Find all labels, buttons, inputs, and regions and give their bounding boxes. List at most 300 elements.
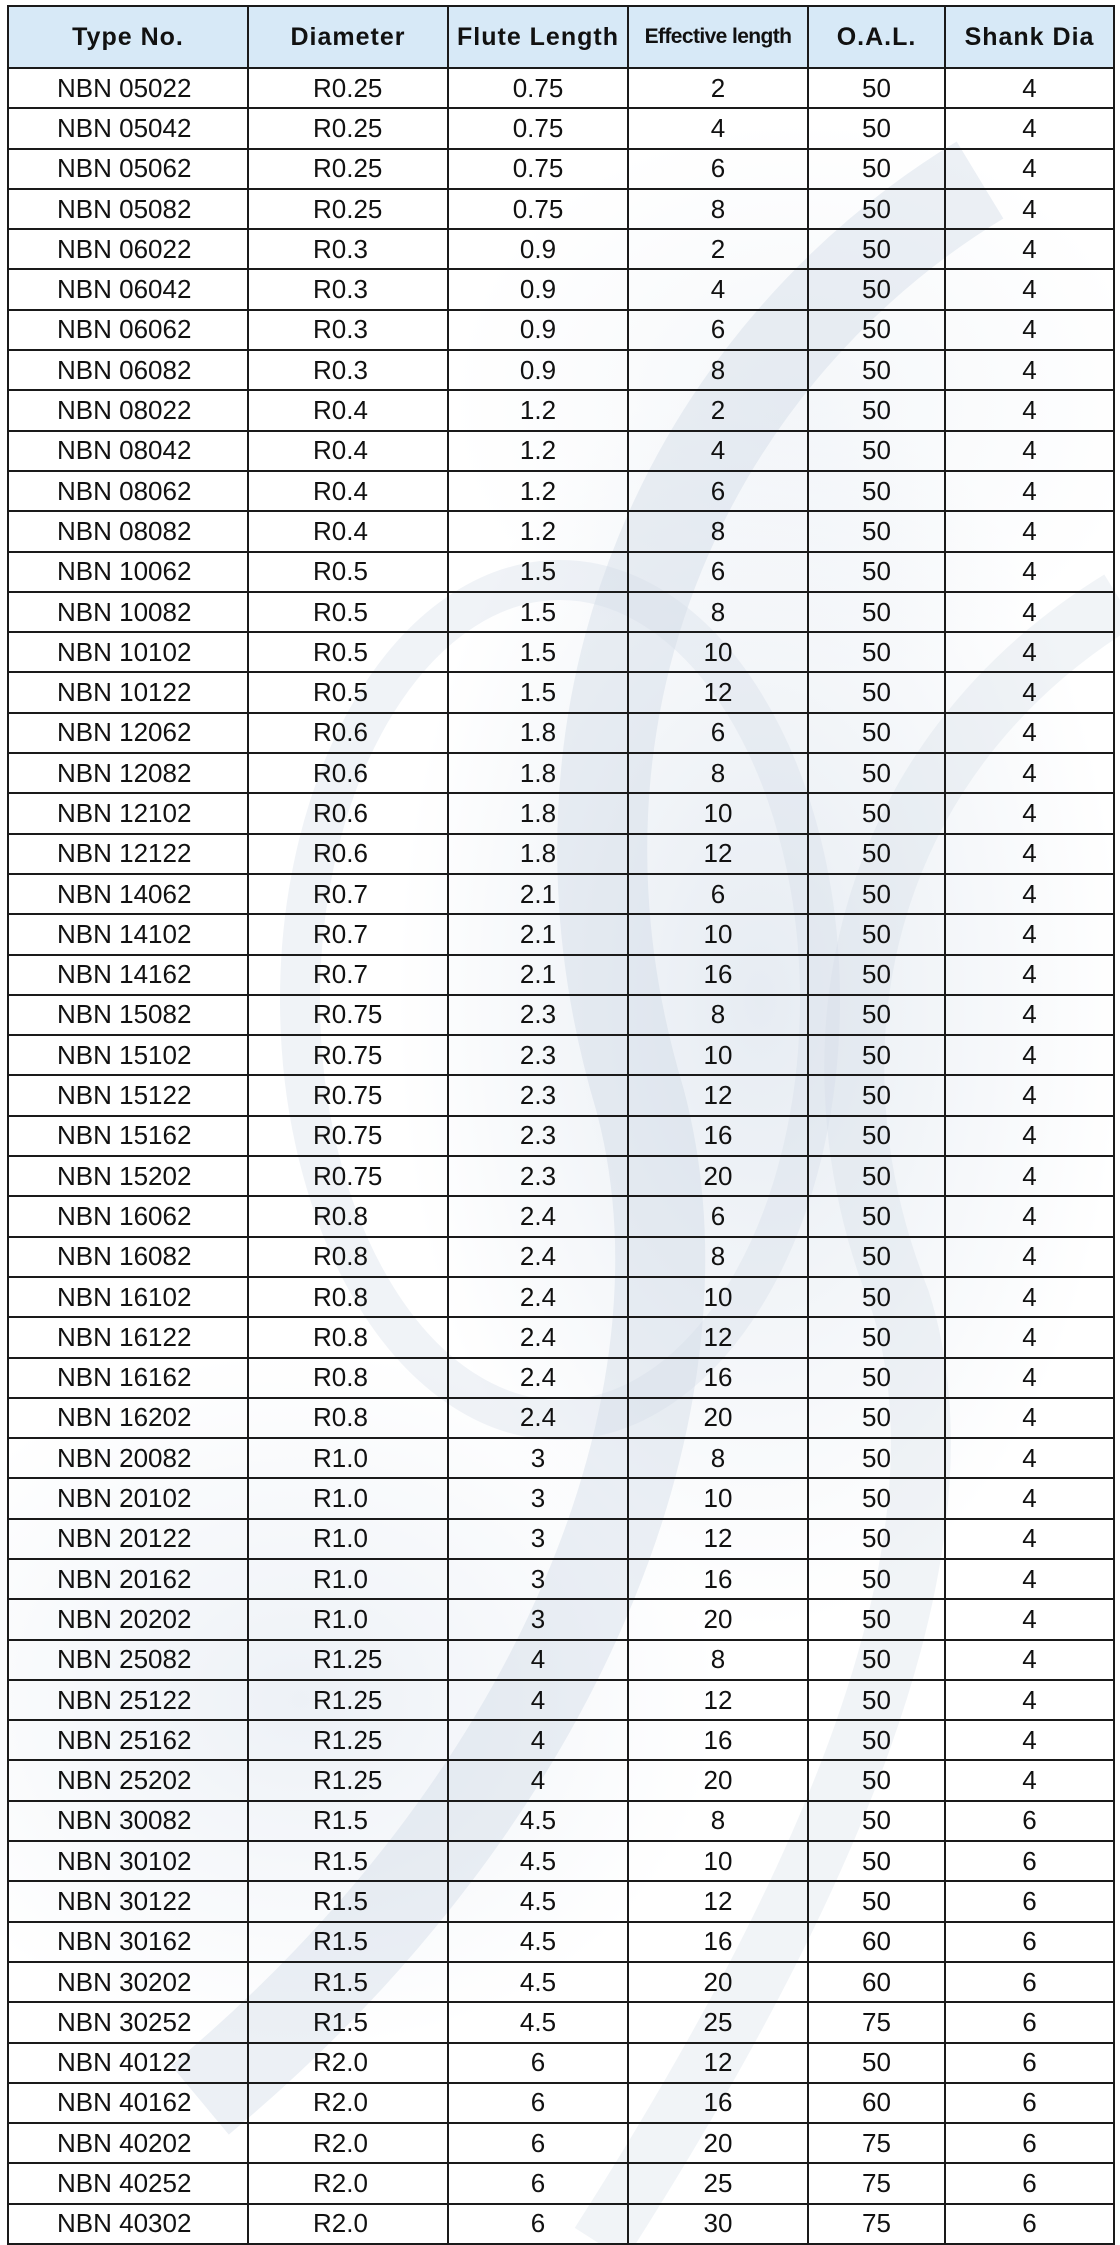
table-row	[8, 1317, 1114, 1357]
cell-effective-length: 6	[628, 552, 808, 592]
cell-flute-length: 3	[448, 1438, 628, 1478]
cell-shank-dia: 4	[945, 753, 1114, 793]
table-row	[8, 68, 1114, 108]
cell-type-no: NBN 16122	[8, 1317, 248, 1357]
table-row	[8, 1156, 1114, 1196]
cell-shank-dia: 4	[945, 955, 1114, 995]
cell-diameter: R1.5	[248, 1881, 448, 1921]
cell-shank-dia: 4	[945, 672, 1114, 712]
cell-type-no: NBN 12102	[8, 793, 248, 833]
cell-shank-dia: 4	[945, 269, 1114, 309]
cell-flute-length: 1.5	[448, 592, 628, 632]
cell-effective-length: 10	[628, 1841, 808, 1881]
cell-type-no: NBN 06062	[8, 310, 248, 350]
cell-flute-length: 2.1	[448, 955, 628, 995]
cell-type-no: NBN 06082	[8, 350, 248, 390]
cell-effective-length: 10	[628, 1035, 808, 1075]
cell-oal: 50	[808, 1720, 945, 1760]
cell-oal: 50	[808, 1478, 945, 1518]
cell-type-no: NBN 08042	[8, 431, 248, 471]
cell-oal: 50	[808, 390, 945, 430]
cell-shank-dia: 4	[945, 310, 1114, 350]
cell-effective-length: 20	[628, 1962, 808, 2002]
table-row	[8, 1358, 1114, 1398]
cell-flute-length: 2.3	[448, 1075, 628, 1115]
cell-effective-length: 16	[628, 1358, 808, 1398]
cell-effective-length: 6	[628, 874, 808, 914]
cell-oal: 50	[808, 1438, 945, 1478]
table-row	[8, 108, 1114, 148]
cell-oal: 50	[808, 1680, 945, 1720]
cell-diameter: R1.5	[248, 1922, 448, 1962]
cell-flute-length: 2.4	[448, 1398, 628, 1438]
cell-oal: 50	[808, 1398, 945, 1438]
cell-shank-dia: 4	[945, 793, 1114, 833]
cell-flute-length: 2.4	[448, 1358, 628, 1398]
cell-type-no: NBN 16102	[8, 1277, 248, 1317]
cell-diameter: R0.8	[248, 1358, 448, 1398]
cell-flute-length: 0.9	[448, 269, 628, 309]
cell-flute-length: 0.9	[448, 310, 628, 350]
cell-flute-length: 4	[448, 1640, 628, 1680]
header-effective-length: Effective length	[628, 6, 808, 68]
cell-oal: 50	[808, 1277, 945, 1317]
cell-diameter: R0.6	[248, 713, 448, 753]
cell-oal: 50	[808, 1841, 945, 1881]
cell-type-no: NBN 30252	[8, 2002, 248, 2042]
cell-shank-dia: 4	[945, 1237, 1114, 1277]
table-row	[8, 390, 1114, 430]
cell-flute-length: 0.75	[448, 189, 628, 229]
cell-diameter: R0.75	[248, 1075, 448, 1115]
cell-flute-length: 1.2	[448, 511, 628, 551]
table-row	[8, 1559, 1114, 1599]
cell-oal: 75	[808, 2163, 945, 2203]
cell-diameter: R0.5	[248, 672, 448, 712]
cell-oal: 50	[808, 108, 945, 148]
cell-flute-length: 1.8	[448, 793, 628, 833]
cell-oal: 50	[808, 511, 945, 551]
cell-diameter: R0.3	[248, 269, 448, 309]
cell-oal: 50	[808, 149, 945, 189]
cell-oal: 50	[808, 471, 945, 511]
cell-flute-length: 2.3	[448, 1116, 628, 1156]
cell-shank-dia: 4	[945, 1116, 1114, 1156]
cell-effective-length: 12	[628, 1680, 808, 1720]
cell-flute-length: 4	[448, 1680, 628, 1720]
cell-type-no: NBN 14062	[8, 874, 248, 914]
cell-type-no: NBN 15122	[8, 1075, 248, 1115]
cell-type-no: NBN 06022	[8, 229, 248, 269]
cell-type-no: NBN 40202	[8, 2123, 248, 2163]
cell-shank-dia: 6	[945, 1962, 1114, 2002]
cell-type-no: NBN 10062	[8, 552, 248, 592]
table-row	[8, 1035, 1114, 1075]
cell-effective-length: 20	[628, 2123, 808, 2163]
table-row	[8, 552, 1114, 592]
cell-effective-length: 10	[628, 914, 808, 954]
cell-oal: 50	[808, 672, 945, 712]
cell-diameter: R0.8	[248, 1237, 448, 1277]
table-row	[8, 713, 1114, 753]
cell-oal: 50	[808, 713, 945, 753]
cell-oal: 75	[808, 2002, 945, 2042]
cell-shank-dia: 4	[945, 1640, 1114, 1680]
cell-effective-length: 12	[628, 1881, 808, 1921]
cell-diameter: R1.0	[248, 1559, 448, 1599]
cell-diameter: R0.5	[248, 632, 448, 672]
cell-flute-length: 0.75	[448, 108, 628, 148]
cell-diameter: R0.7	[248, 914, 448, 954]
table-row	[8, 1438, 1114, 1478]
table-row	[8, 2163, 1114, 2203]
cell-shank-dia: 4	[945, 229, 1114, 269]
table-row	[8, 914, 1114, 954]
cell-type-no: NBN 05062	[8, 149, 248, 189]
cell-diameter: R2.0	[248, 2163, 448, 2203]
cell-shank-dia: 4	[945, 511, 1114, 551]
cell-shank-dia: 6	[945, 1841, 1114, 1881]
header-oal: O.A.L.	[808, 6, 945, 68]
cell-effective-length: 8	[628, 1237, 808, 1277]
cell-oal: 50	[808, 1035, 945, 1075]
cell-shank-dia: 4	[945, 632, 1114, 672]
cell-oal: 50	[808, 68, 945, 108]
cell-effective-length: 6	[628, 149, 808, 189]
cell-effective-length: 10	[628, 1478, 808, 1518]
cell-effective-length: 12	[628, 1519, 808, 1559]
cell-shank-dia: 6	[945, 2204, 1114, 2244]
cell-flute-length: 0.75	[448, 149, 628, 189]
cell-effective-length: 2	[628, 390, 808, 430]
cell-oal: 60	[808, 2083, 945, 2123]
header-flute-length: Flute Length	[448, 6, 628, 68]
cell-oal: 50	[808, 1640, 945, 1680]
table-row	[8, 753, 1114, 793]
cell-flute-length: 2.4	[448, 1196, 628, 1236]
cell-oal: 50	[808, 753, 945, 793]
table-row	[8, 1801, 1114, 1841]
cell-diameter: R0.75	[248, 1156, 448, 1196]
cell-flute-length: 4.5	[448, 1922, 628, 1962]
table-row	[8, 229, 1114, 269]
cell-diameter: R1.0	[248, 1599, 448, 1639]
cell-type-no: NBN 25122	[8, 1680, 248, 1720]
cell-type-no: NBN 25202	[8, 1760, 248, 1800]
cell-shank-dia: 6	[945, 2163, 1114, 2203]
cell-shank-dia: 4	[945, 713, 1114, 753]
cell-diameter: R0.25	[248, 189, 448, 229]
cell-diameter: R1.25	[248, 1640, 448, 1680]
table-row	[8, 350, 1114, 390]
cell-effective-length: 6	[628, 1196, 808, 1236]
table-row	[8, 1962, 1114, 2002]
cell-flute-length: 4.5	[448, 2002, 628, 2042]
cell-type-no: NBN 25082	[8, 1640, 248, 1680]
table-row	[8, 1881, 1114, 1921]
cell-diameter: R0.8	[248, 1277, 448, 1317]
cell-flute-length: 6	[448, 2083, 628, 2123]
cell-oal: 50	[808, 1116, 945, 1156]
cell-oal: 50	[808, 914, 945, 954]
cell-flute-length: 0.9	[448, 229, 628, 269]
cell-type-no: NBN 16202	[8, 1398, 248, 1438]
cell-shank-dia: 4	[945, 1720, 1114, 1760]
cell-flute-length: 3	[448, 1519, 628, 1559]
cell-type-no: NBN 12122	[8, 834, 248, 874]
table-row	[8, 995, 1114, 1035]
cell-diameter: R0.8	[248, 1398, 448, 1438]
cell-type-no: NBN 40302	[8, 2204, 248, 2244]
cell-shank-dia: 6	[945, 2083, 1114, 2123]
cell-effective-length: 10	[628, 632, 808, 672]
cell-type-no: NBN 15202	[8, 1156, 248, 1196]
cell-effective-length: 8	[628, 350, 808, 390]
cell-effective-length: 16	[628, 1116, 808, 1156]
cell-effective-length: 20	[628, 1398, 808, 1438]
cell-type-no: NBN 30102	[8, 1841, 248, 1881]
cell-shank-dia: 4	[945, 1680, 1114, 1720]
cell-diameter: R1.25	[248, 1720, 448, 1760]
cell-diameter: R0.25	[248, 108, 448, 148]
cell-diameter: R1.5	[248, 1962, 448, 2002]
cell-oal: 50	[808, 350, 945, 390]
cell-effective-length: 16	[628, 1559, 808, 1599]
cell-shank-dia: 6	[945, 1801, 1114, 1841]
cell-shank-dia: 4	[945, 834, 1114, 874]
cell-effective-length: 20	[628, 1599, 808, 1639]
cell-shank-dia: 4	[945, 1599, 1114, 1639]
cell-type-no: NBN 08022	[8, 390, 248, 430]
cell-flute-length: 4.5	[448, 1881, 628, 1921]
cell-type-no: NBN 20102	[8, 1478, 248, 1518]
cell-oal: 50	[808, 874, 945, 914]
cell-diameter: R0.3	[248, 229, 448, 269]
cell-type-no: NBN 16082	[8, 1237, 248, 1277]
cell-type-no: NBN 15162	[8, 1116, 248, 1156]
cell-shank-dia: 4	[945, 108, 1114, 148]
cell-effective-length: 12	[628, 2043, 808, 2083]
cell-effective-length: 12	[628, 1317, 808, 1357]
cell-flute-length: 2.3	[448, 995, 628, 1035]
cell-shank-dia: 4	[945, 1478, 1114, 1518]
cell-oal: 50	[808, 1196, 945, 1236]
cell-oal: 50	[808, 2043, 945, 2083]
cell-diameter: R0.75	[248, 995, 448, 1035]
cell-shank-dia: 4	[945, 1519, 1114, 1559]
table-row	[8, 1922, 1114, 1962]
cell-oal: 50	[808, 1156, 945, 1196]
cell-shank-dia: 6	[945, 1881, 1114, 1921]
table-row	[8, 2083, 1114, 2123]
cell-effective-length: 16	[628, 2083, 808, 2123]
cell-oal: 50	[808, 1075, 945, 1115]
cell-shank-dia: 4	[945, 1760, 1114, 1800]
cell-flute-length: 2.4	[448, 1317, 628, 1357]
cell-oal: 60	[808, 1922, 945, 1962]
cell-type-no: NBN 40162	[8, 2083, 248, 2123]
cell-oal: 50	[808, 189, 945, 229]
cell-shank-dia: 6	[945, 2002, 1114, 2042]
table-row	[8, 1398, 1114, 1438]
cell-shank-dia: 4	[945, 1277, 1114, 1317]
table-row	[8, 269, 1114, 309]
table-row	[8, 1599, 1114, 1639]
cell-oal: 50	[808, 1237, 945, 1277]
cell-diameter: R0.25	[248, 68, 448, 108]
cell-effective-length: 8	[628, 1438, 808, 1478]
cell-effective-length: 20	[628, 1156, 808, 1196]
tool-spec-table	[7, 5, 1115, 2245]
cell-oal: 60	[808, 1962, 945, 2002]
table-row	[8, 1478, 1114, 1518]
cell-diameter: R0.5	[248, 552, 448, 592]
table-row	[8, 1277, 1114, 1317]
cell-type-no: NBN 10082	[8, 592, 248, 632]
cell-flute-length: 2.4	[448, 1237, 628, 1277]
table-row	[8, 1680, 1114, 1720]
cell-diameter: R1.0	[248, 1438, 448, 1478]
cell-shank-dia: 4	[945, 189, 1114, 229]
cell-flute-length: 6	[448, 2163, 628, 2203]
cell-diameter: R0.4	[248, 390, 448, 430]
cell-effective-length: 8	[628, 1801, 808, 1841]
cell-effective-length: 30	[628, 2204, 808, 2244]
cell-effective-length: 6	[628, 713, 808, 753]
cell-diameter: R0.7	[248, 955, 448, 995]
cell-effective-length: 4	[628, 269, 808, 309]
cell-diameter: R0.5	[248, 592, 448, 632]
cell-effective-length: 16	[628, 1720, 808, 1760]
cell-shank-dia: 4	[945, 592, 1114, 632]
cell-type-no: NBN 08062	[8, 471, 248, 511]
cell-diameter: R0.25	[248, 149, 448, 189]
cell-effective-length: 10	[628, 793, 808, 833]
cell-shank-dia: 4	[945, 68, 1114, 108]
cell-diameter: R0.75	[248, 1035, 448, 1075]
cell-type-no: NBN 14162	[8, 955, 248, 995]
cell-type-no: NBN 05042	[8, 108, 248, 148]
cell-type-no: NBN 30122	[8, 1881, 248, 1921]
cell-effective-length: 12	[628, 834, 808, 874]
cell-effective-length: 16	[628, 1922, 808, 1962]
cell-flute-length: 3	[448, 1478, 628, 1518]
header-type-no: Type No.	[8, 6, 248, 68]
cell-oal: 50	[808, 1599, 945, 1639]
cell-type-no: NBN 40252	[8, 2163, 248, 2203]
cell-shank-dia: 6	[945, 2043, 1114, 2083]
cell-shank-dia: 6	[945, 2123, 1114, 2163]
cell-shank-dia: 4	[945, 874, 1114, 914]
table-row	[8, 1841, 1114, 1881]
cell-oal: 50	[808, 1358, 945, 1398]
cell-type-no: NBN 10122	[8, 672, 248, 712]
cell-flute-length: 0.75	[448, 68, 628, 108]
cell-type-no: NBN 14102	[8, 914, 248, 954]
table-row	[8, 511, 1114, 551]
cell-effective-length: 4	[628, 431, 808, 471]
cell-diameter: R0.6	[248, 793, 448, 833]
cell-type-no: NBN 05022	[8, 68, 248, 108]
cell-flute-length: 1.8	[448, 713, 628, 753]
cell-type-no: NBN 12062	[8, 713, 248, 753]
cell-effective-length: 16	[628, 955, 808, 995]
cell-flute-length: 6	[448, 2204, 628, 2244]
table-row	[8, 1237, 1114, 1277]
cell-effective-length: 20	[628, 1760, 808, 1800]
cell-oal: 50	[808, 1801, 945, 1841]
cell-type-no: NBN 40122	[8, 2043, 248, 2083]
cell-oal: 50	[808, 632, 945, 672]
cell-diameter: R1.0	[248, 1519, 448, 1559]
cell-flute-length: 4	[448, 1720, 628, 1760]
cell-flute-length: 1.2	[448, 471, 628, 511]
cell-flute-length: 3	[448, 1559, 628, 1599]
cell-type-no: NBN 16062	[8, 1196, 248, 1236]
cell-flute-length: 1.8	[448, 834, 628, 874]
cell-shank-dia: 6	[945, 1922, 1114, 1962]
cell-diameter: R0.8	[248, 1317, 448, 1357]
table-row	[8, 431, 1114, 471]
cell-flute-length: 1.8	[448, 753, 628, 793]
cell-diameter: R1.25	[248, 1680, 448, 1720]
table-row	[8, 632, 1114, 672]
table-row	[8, 1720, 1114, 1760]
cell-shank-dia: 4	[945, 552, 1114, 592]
table-row	[8, 1760, 1114, 1800]
cell-type-no: NBN 15102	[8, 1035, 248, 1075]
cell-effective-length: 12	[628, 672, 808, 712]
cell-diameter: R1.5	[248, 1801, 448, 1841]
cell-oal: 50	[808, 1881, 945, 1921]
cell-type-no: NBN 08082	[8, 511, 248, 551]
cell-diameter: R0.4	[248, 511, 448, 551]
header-diameter: Diameter	[248, 6, 448, 68]
cell-diameter: R0.8	[248, 1196, 448, 1236]
table-row	[8, 1519, 1114, 1559]
cell-type-no: NBN 20122	[8, 1519, 248, 1559]
cell-diameter: R0.3	[248, 310, 448, 350]
header-shank-dia: Shank Dia	[945, 6, 1114, 68]
table-row	[8, 874, 1114, 914]
cell-effective-length: 2	[628, 229, 808, 269]
cell-flute-length: 4.5	[448, 1962, 628, 2002]
cell-type-no: NBN 20202	[8, 1599, 248, 1639]
cell-diameter: R2.0	[248, 2204, 448, 2244]
cell-type-no: NBN 20082	[8, 1438, 248, 1478]
cell-type-no: NBN 30202	[8, 1962, 248, 2002]
cell-shank-dia: 4	[945, 1196, 1114, 1236]
table-row	[8, 2043, 1114, 2083]
cell-oal: 50	[808, 431, 945, 471]
cell-flute-length: 1.5	[448, 672, 628, 712]
cell-diameter: R2.0	[248, 2043, 448, 2083]
table-row	[8, 672, 1114, 712]
table-row	[8, 2204, 1114, 2244]
cell-shank-dia: 4	[945, 471, 1114, 511]
table-row	[8, 2002, 1114, 2042]
table-row	[8, 592, 1114, 632]
cell-oal: 50	[808, 1559, 945, 1599]
cell-shank-dia: 4	[945, 1358, 1114, 1398]
cell-effective-length: 6	[628, 310, 808, 350]
cell-oal: 50	[808, 834, 945, 874]
table-row	[8, 189, 1114, 229]
table-row	[8, 1075, 1114, 1115]
cell-shank-dia: 4	[945, 431, 1114, 471]
cell-oal: 75	[808, 2204, 945, 2244]
cell-type-no: NBN 15082	[8, 995, 248, 1035]
